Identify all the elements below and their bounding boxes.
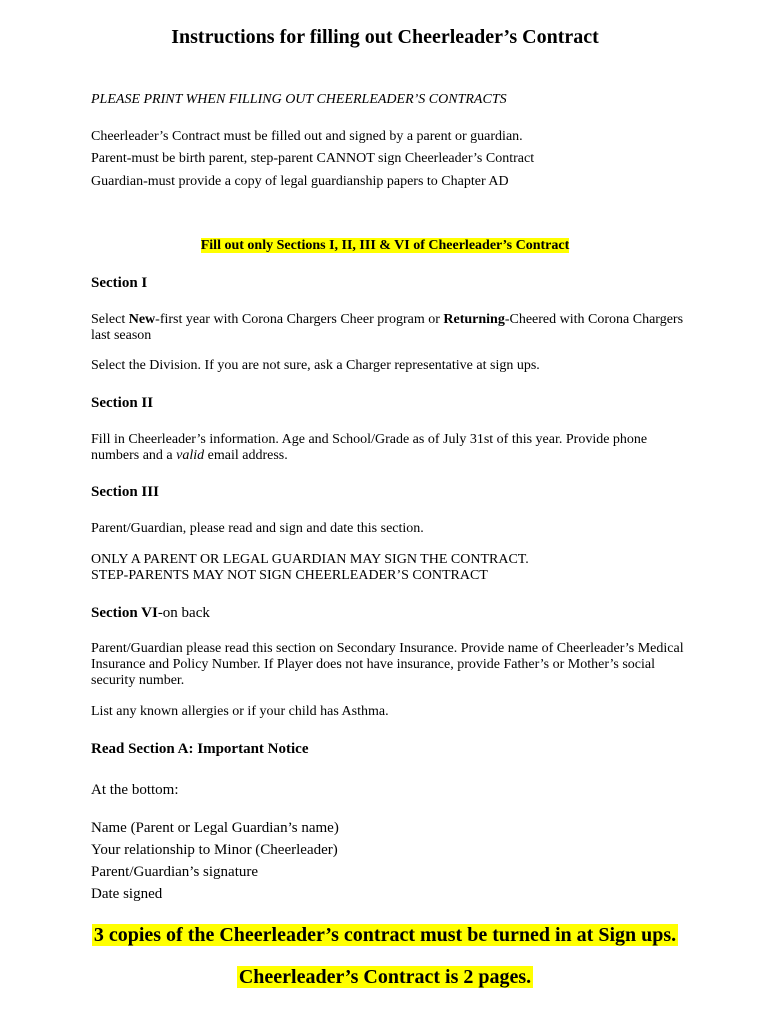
copies-notice: 3 copies of the Cheerleader’s contract must be turned in at Sign ups. [93,924,677,946]
intro-line: Parent-must be birth parent, step-parent CANNOT sign Cheerleader’s Contract [91,151,535,166]
bottom-item: Parent/Guardian’s signature [91,864,259,880]
section-3-text: Parent/Guardian, please read and sign and date this section. [91,521,424,536]
fill-notice-wrap [0,236,770,254]
section-1-division-text: Select the Division. If you are not sure, ask a Charger representative at sign ups. [91,358,540,373]
fill-notice: Fill out only Sections I, II, III & VI of Cheerleader’s Contract [200,238,570,253]
intro-line: Cheerleader’s Contract must be filled out and signed by a parent or guardian. [91,129,523,144]
section-1-heading: Section I [91,275,148,291]
section-1-select-text: Select New-first year with Corona Chargers Cheer program or Returning-Cheered with Corona Chargers last season [91,312,684,343]
copies-notice-wrap [0,924,770,947]
section-3-caps-text: ONLY A PARENT OR LEGAL GUARDIAN MAY SIGN THE CONTRACT. STEP-PARENTS MAY NOT SIGN CHEERLEADER’S CONTRACT [91,552,529,583]
pages-notice-wrap [0,966,770,989]
intro-line: Guardian-must provide a copy of legal guardianship papers to Chapter AD [91,174,509,189]
bottom-item: Your relationship to Minor (Cheerleader) [91,842,338,858]
bottom-item: Name (Parent or Legal Guardian’s name) [91,820,339,836]
section-6-allergies-text: List any known allergies or if your child has Asthma. [91,704,389,719]
pages-notice: Cheerleader’s Contract is 2 pages. [238,966,532,988]
bottom-item: Date signed [91,886,163,902]
section-a-heading: Read Section A: Important Notice [91,741,309,757]
page-title: Instructions for filling out Cheerleader’s Contract [171,26,599,48]
section-3-heading: Section III [91,484,159,500]
section-2-text: Fill in Cheerleader’s information. Age and School/Grade as of July 31st of this year. Provide phone numbers and a valid email address. [91,432,648,463]
print-notice: PLEASE PRINT WHEN FILLING OUT CHEERLEADER’S CONTRACTS [91,92,507,107]
bottom-label: At the bottom: [91,782,179,798]
section-6-insurance-text: Parent/Guardian please read this section on Secondary Insurance. Provide name of Cheerleader’s Medical Insurance and Policy Number. If Player does not have insurance, provide Father’s or Mother’s social security number. [91,641,684,688]
section-6-heading: Section VI-on back [91,605,210,621]
section-2-heading: Section II [91,395,154,411]
